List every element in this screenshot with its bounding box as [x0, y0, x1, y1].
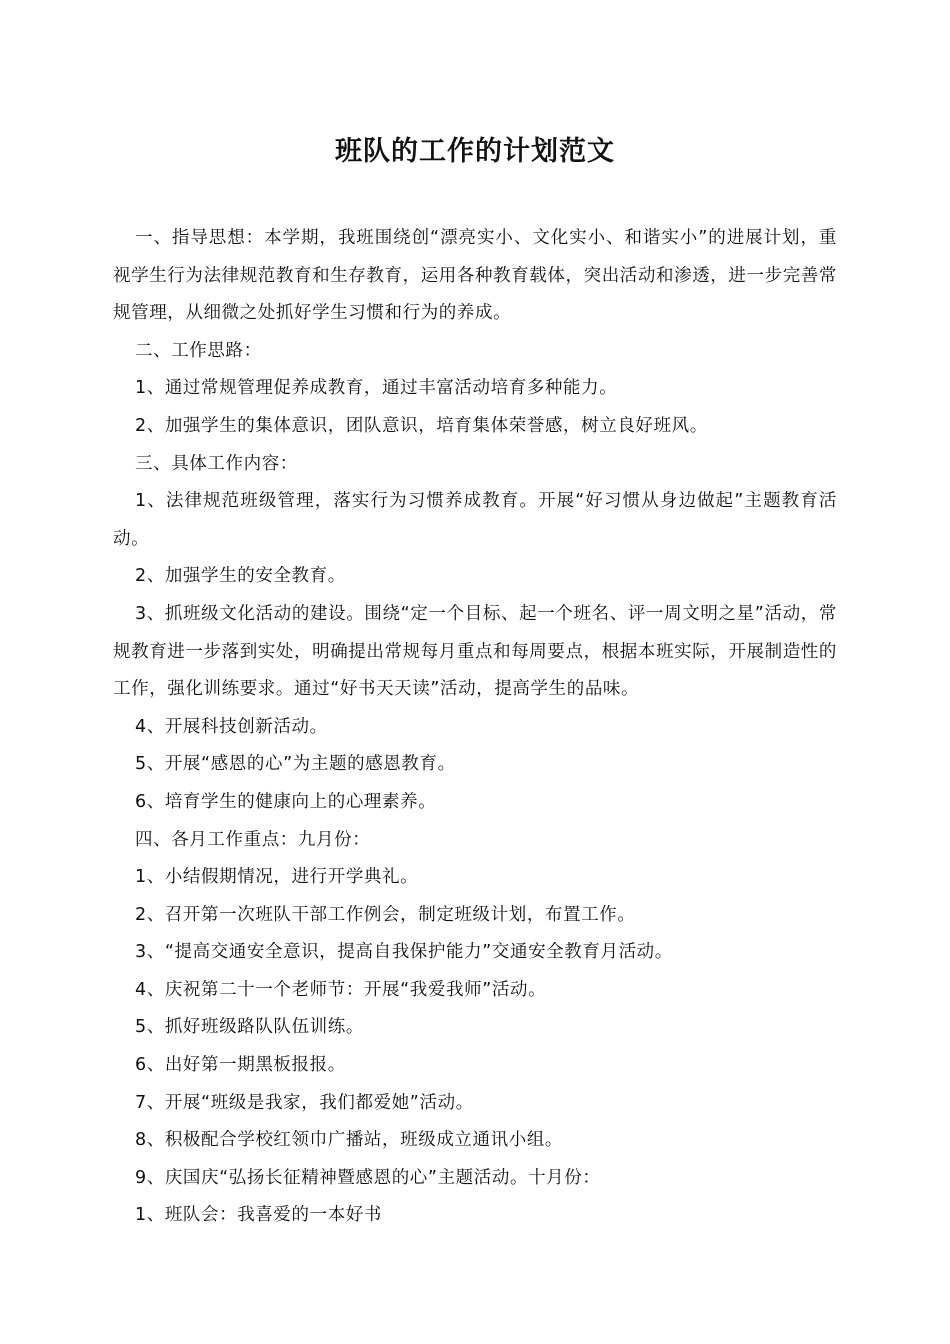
paragraph-guiding-ideology: 一、指导思想：本学期，我班围绕创“漂亮实小、文化实小、和谐实小”的进展计划，重视学生行为法律规范教育和生存教育，运用各种教育载体，突出活动和渗透，进一步完善常规管理，从细微之处抓好学生习惯和行为的养成。 — [113, 228, 837, 324]
paragraph-september-1: 1、小结假期情况，进行开学典礼。 — [135, 867, 419, 888]
paragraph-september-5: 5、抓好班级路队队伍训练。 — [135, 1017, 364, 1038]
paragraph-monthly-heading: 四、各月工作重点：九月份： — [135, 829, 371, 850]
paragraph-content-heading: 三、具体工作内容： — [135, 453, 298, 474]
paragraph-september-3: 3、“提高交通安全意识，提高自我保护能力”交通安全教育月活动。 — [135, 942, 673, 963]
paragraph-work-approach-heading: 二、工作思路： — [135, 340, 262, 361]
paragraph-september-6: 6、出好第一期黑板报报。 — [135, 1055, 346, 1076]
paragraph-content-6: 6、培育学生的健康向上的心理素养。 — [135, 791, 437, 812]
document-body — [113, 220, 837, 1235]
document-title: 班队的工作的计划范文 — [335, 136, 615, 167]
paragraph-approach-2: 2、加强学生的集体意识，团队意识，培育集体荣誉感，树立良好班风。 — [135, 415, 708, 436]
paragraph-content-4: 4、开展科技创新活动。 — [135, 716, 328, 737]
paragraph-content-1: 1、法律规范班级管理，落实行为习惯养成教育。开展“好习惯从身边做起”主题教育活动。 — [113, 491, 837, 549]
paragraph-september-8: 8、积极配合学校红领巾广播站，班级成立通讯小组。 — [135, 1130, 564, 1151]
paragraph-september-9: 9、庆国庆“弘扬长征精神暨感恩的心”主题活动。十月份： — [135, 1167, 601, 1188]
paragraph-september-4: 4、庆祝第二十一个老师节：开展“我爱我师”活动。 — [135, 979, 547, 1000]
paragraph-content-3: 3、抓班级文化活动的建设。围绕“定一个目标、起一个班名、评一周文明之星”活动，常规教育进一步落到实处，明确提出常规每月重点和每周要点，根据本班实际，开展制造性的工作，强化训练要求。通过“好书天天读”活动，提高学生的品味。 — [113, 603, 837, 700]
paragraph-september-2: 2、召开第一次班队干部工作例会，制定班级计划，布置工作。 — [135, 904, 636, 925]
paragraph-content-5: 5、开展“感恩的心”为主题的感恩教育。 — [135, 754, 456, 775]
paragraph-october-1: 1、班队会：我喜爱的一本好书 — [135, 1205, 383, 1226]
paragraph-content-2: 2、加强学生的安全教育。 — [135, 566, 346, 587]
paragraph-september-7: 7、开展“班级是我家，我们都爱她”活动。 — [135, 1092, 474, 1113]
paragraph-approach-1: 1、通过常规管理促养成教育，通过丰富活动培育多种能力。 — [135, 378, 618, 399]
